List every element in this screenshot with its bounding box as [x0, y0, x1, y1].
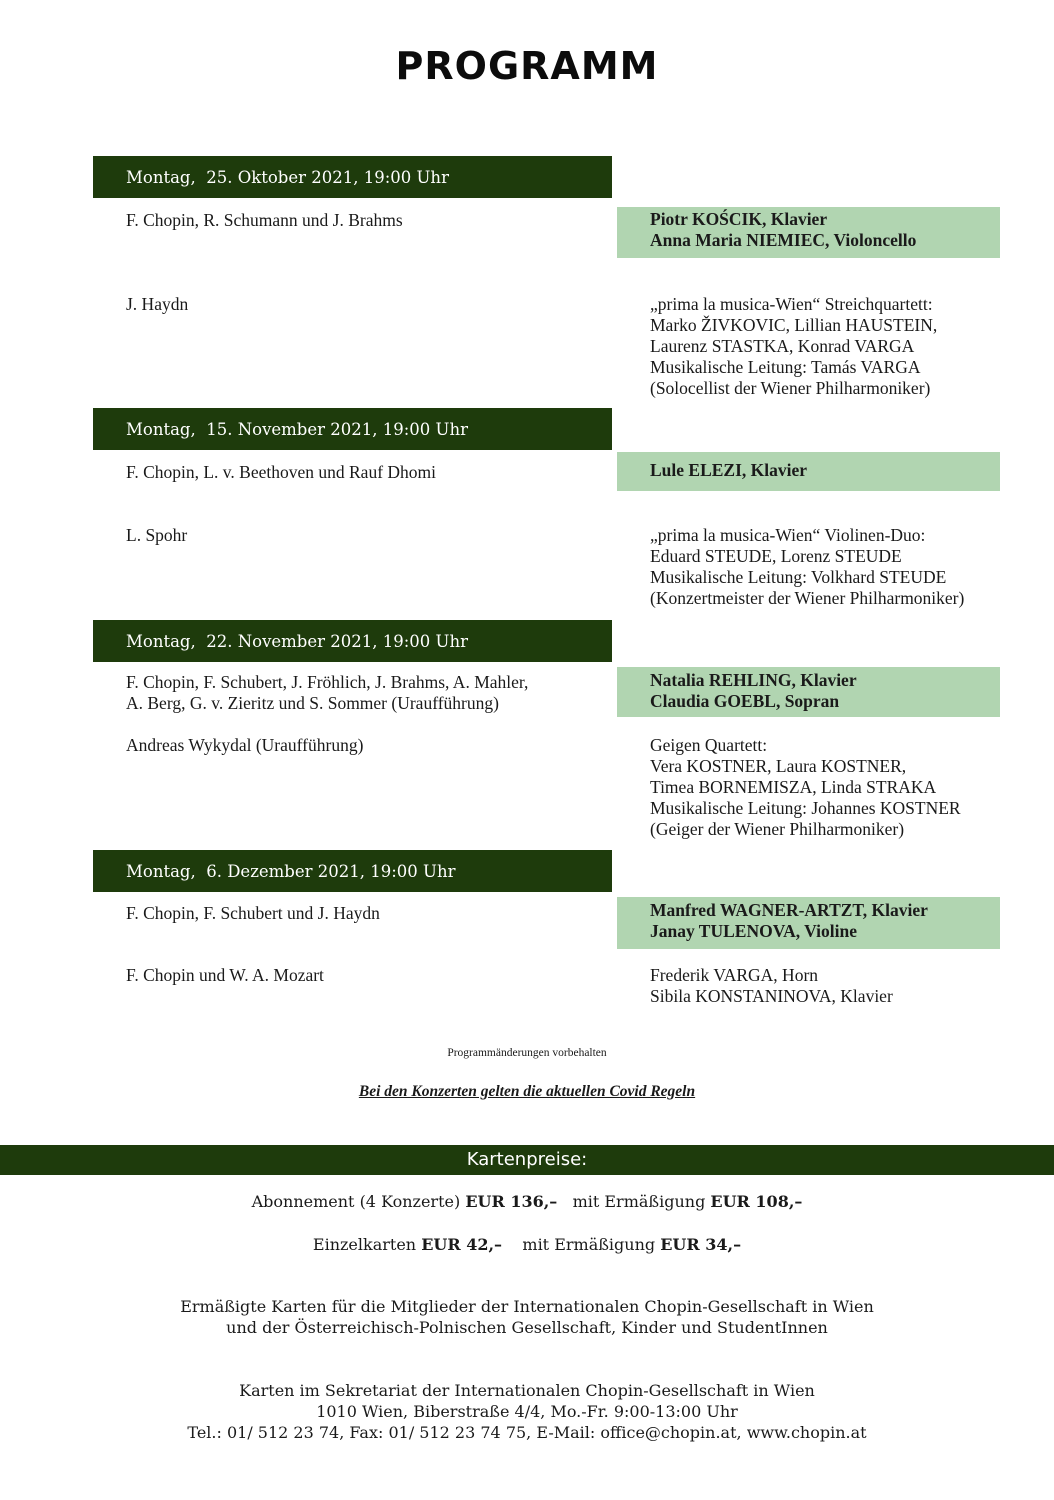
performer-line: Piotr KOŚCIK, Klavier [650, 209, 828, 229]
reduced-info-line: Ermäßigte Karten für die Mitglieder der Internationalen Chopin-Gesellschaft in Wien [180, 1297, 874, 1316]
ticket-contact-info [0, 1380, 1054, 1443]
program-changes-note: Programmänderungen vorbehalten [447, 1047, 607, 1059]
concert-works [126, 672, 596, 714]
performer-line: (Konzertmeister der Wiener Philharmoniker) [650, 588, 965, 608]
single-label: Einzelkarten [312, 1235, 417, 1254]
featured-performers-box [617, 667, 1000, 717]
concert-works [126, 525, 596, 546]
works-line: Andreas Wykydal (Uraufführung) [126, 735, 364, 755]
performer-line: (Geiger der Wiener Philharmoniker) [650, 819, 905, 839]
featured-performers-box [617, 897, 1000, 949]
performer-line: Vera KOSTNER, Laura KOSTNER, [650, 756, 907, 776]
single-ticket-price-line [0, 1234, 1054, 1255]
performer-line: Lule ELEZI, Klavier [650, 460, 808, 480]
abo-reduced-label: mit Ermäßigung [572, 1192, 706, 1211]
single-reduced-label: mit Ermäßigung [522, 1235, 656, 1254]
performer-line: „prima la musica-Wien“ Streichquartett: [650, 294, 933, 314]
concert-works [126, 210, 596, 231]
performer-line: Musikalische Leitung: Tamás VARGA [650, 357, 921, 377]
performer-line: Anna Maria NIEMIEC, Violoncello [650, 230, 917, 250]
concert-works [126, 462, 596, 483]
performers-block [650, 965, 1030, 1007]
works-line: F. Chopin, R. Schumann und J. Brahms [126, 210, 403, 230]
performer-line: Sibila KONSTANINOVA, Klavier [650, 986, 893, 1006]
concert-works [126, 965, 596, 986]
reduced-tickets-info [0, 1296, 1054, 1338]
featured-performers-box [617, 207, 1000, 258]
performer-line: Claudia GOEBL, Sopran [650, 691, 840, 711]
performer-line: Frederik VARGA, Horn [650, 965, 819, 985]
performer-line: Eduard STEUDE, Lorenz STEUDE [650, 546, 902, 566]
works-line: L. Spohr [126, 525, 188, 545]
abo-price: EUR 136,– [465, 1192, 558, 1211]
performers-block [650, 735, 1030, 840]
performers-block [650, 294, 1030, 399]
performer-line: Geigen Quartett: [650, 735, 768, 755]
concert-works [126, 294, 596, 315]
performer-line: Timea BORNEMISZA, Linda STRAKA [650, 777, 937, 797]
works-line: J. Haydn [126, 294, 189, 314]
subscription-price-line [0, 1191, 1054, 1212]
reduced-info-line: und der Österreichisch-Polnischen Gesellschaft, Kinder und StudentInnen [226, 1318, 828, 1337]
concert-date-bar: Montag, 15. November 2021, 19:00 Uhr [93, 408, 612, 450]
performer-line: (Solocellist der Wiener Philharmoniker) [650, 378, 931, 398]
performer-line: Janay TULENOVA, Violine [650, 921, 857, 941]
works-line: F. Chopin, L. v. Beethoven und Rauf Dhomi [126, 462, 437, 482]
abo-reduced-price: EUR 108,– [710, 1192, 803, 1211]
contact-line: Karten im Sekretariat der Internationalen Chopin-Gesellschaft in Wien [239, 1381, 815, 1400]
contact-line: Tel.: 01/ 512 23 74, Fax: 01/ 512 23 74 75, E-Mail: office@chopin.at, www.chopin.at [187, 1423, 867, 1442]
concert-works [126, 735, 596, 756]
featured-performers-box [617, 452, 1000, 491]
performers-block [650, 525, 1030, 609]
concert-date-bar: Montag, 25. Oktober 2021, 19:00 Uhr [93, 156, 612, 198]
performer-line: Musikalische Leitung: Volkhard STEUDE [650, 567, 947, 587]
performer-line: Musikalische Leitung: Johannes KOSTNER [650, 798, 961, 818]
contact-line: 1010 Wien, Biberstraße 4/4, Mo.-Fr. 9:00-13:00 Uhr [316, 1402, 738, 1421]
single-reduced-price: EUR 34,– [660, 1235, 742, 1254]
page-title: PROGRAMM [395, 44, 659, 88]
abo-label: Abonnement (4 Konzerte) [251, 1192, 461, 1211]
works-line: F. Chopin und W. A. Mozart [126, 965, 324, 985]
covid-note: Bei den Konzerten gelten die aktuellen Covid Regeln [358, 1083, 696, 1100]
concert-date-bar: Montag, 6. Dezember 2021, 19:00 Uhr [93, 850, 612, 892]
single-price: EUR 42,– [421, 1235, 503, 1254]
works-line: F. Chopin, F. Schubert, J. Fröhlich, J. Brahms, A. Mahler, [126, 672, 529, 692]
performer-line: Laurenz STASTKA, Konrad VARGA [650, 336, 915, 356]
concert-works [126, 903, 596, 924]
works-line: A. Berg, G. v. Zieritz und S. Sommer (Uraufführung) [126, 693, 499, 713]
works-line: F. Chopin, F. Schubert und J. Haydn [126, 903, 380, 923]
performer-line: „prima la musica-Wien“ Violinen-Duo: [650, 525, 926, 545]
performer-line: Marko ŽIVKOVIC, Lillian HAUSTEIN, [650, 315, 938, 335]
concert-date-bar: Montag, 22. November 2021, 19:00 Uhr [93, 620, 612, 662]
prices-heading: Kartenpreise: [0, 1145, 1054, 1175]
performer-line: Manfred WAGNER-ARTZT, Klavier [650, 900, 928, 920]
performer-line: Natalia REHLING, Klavier [650, 670, 857, 690]
